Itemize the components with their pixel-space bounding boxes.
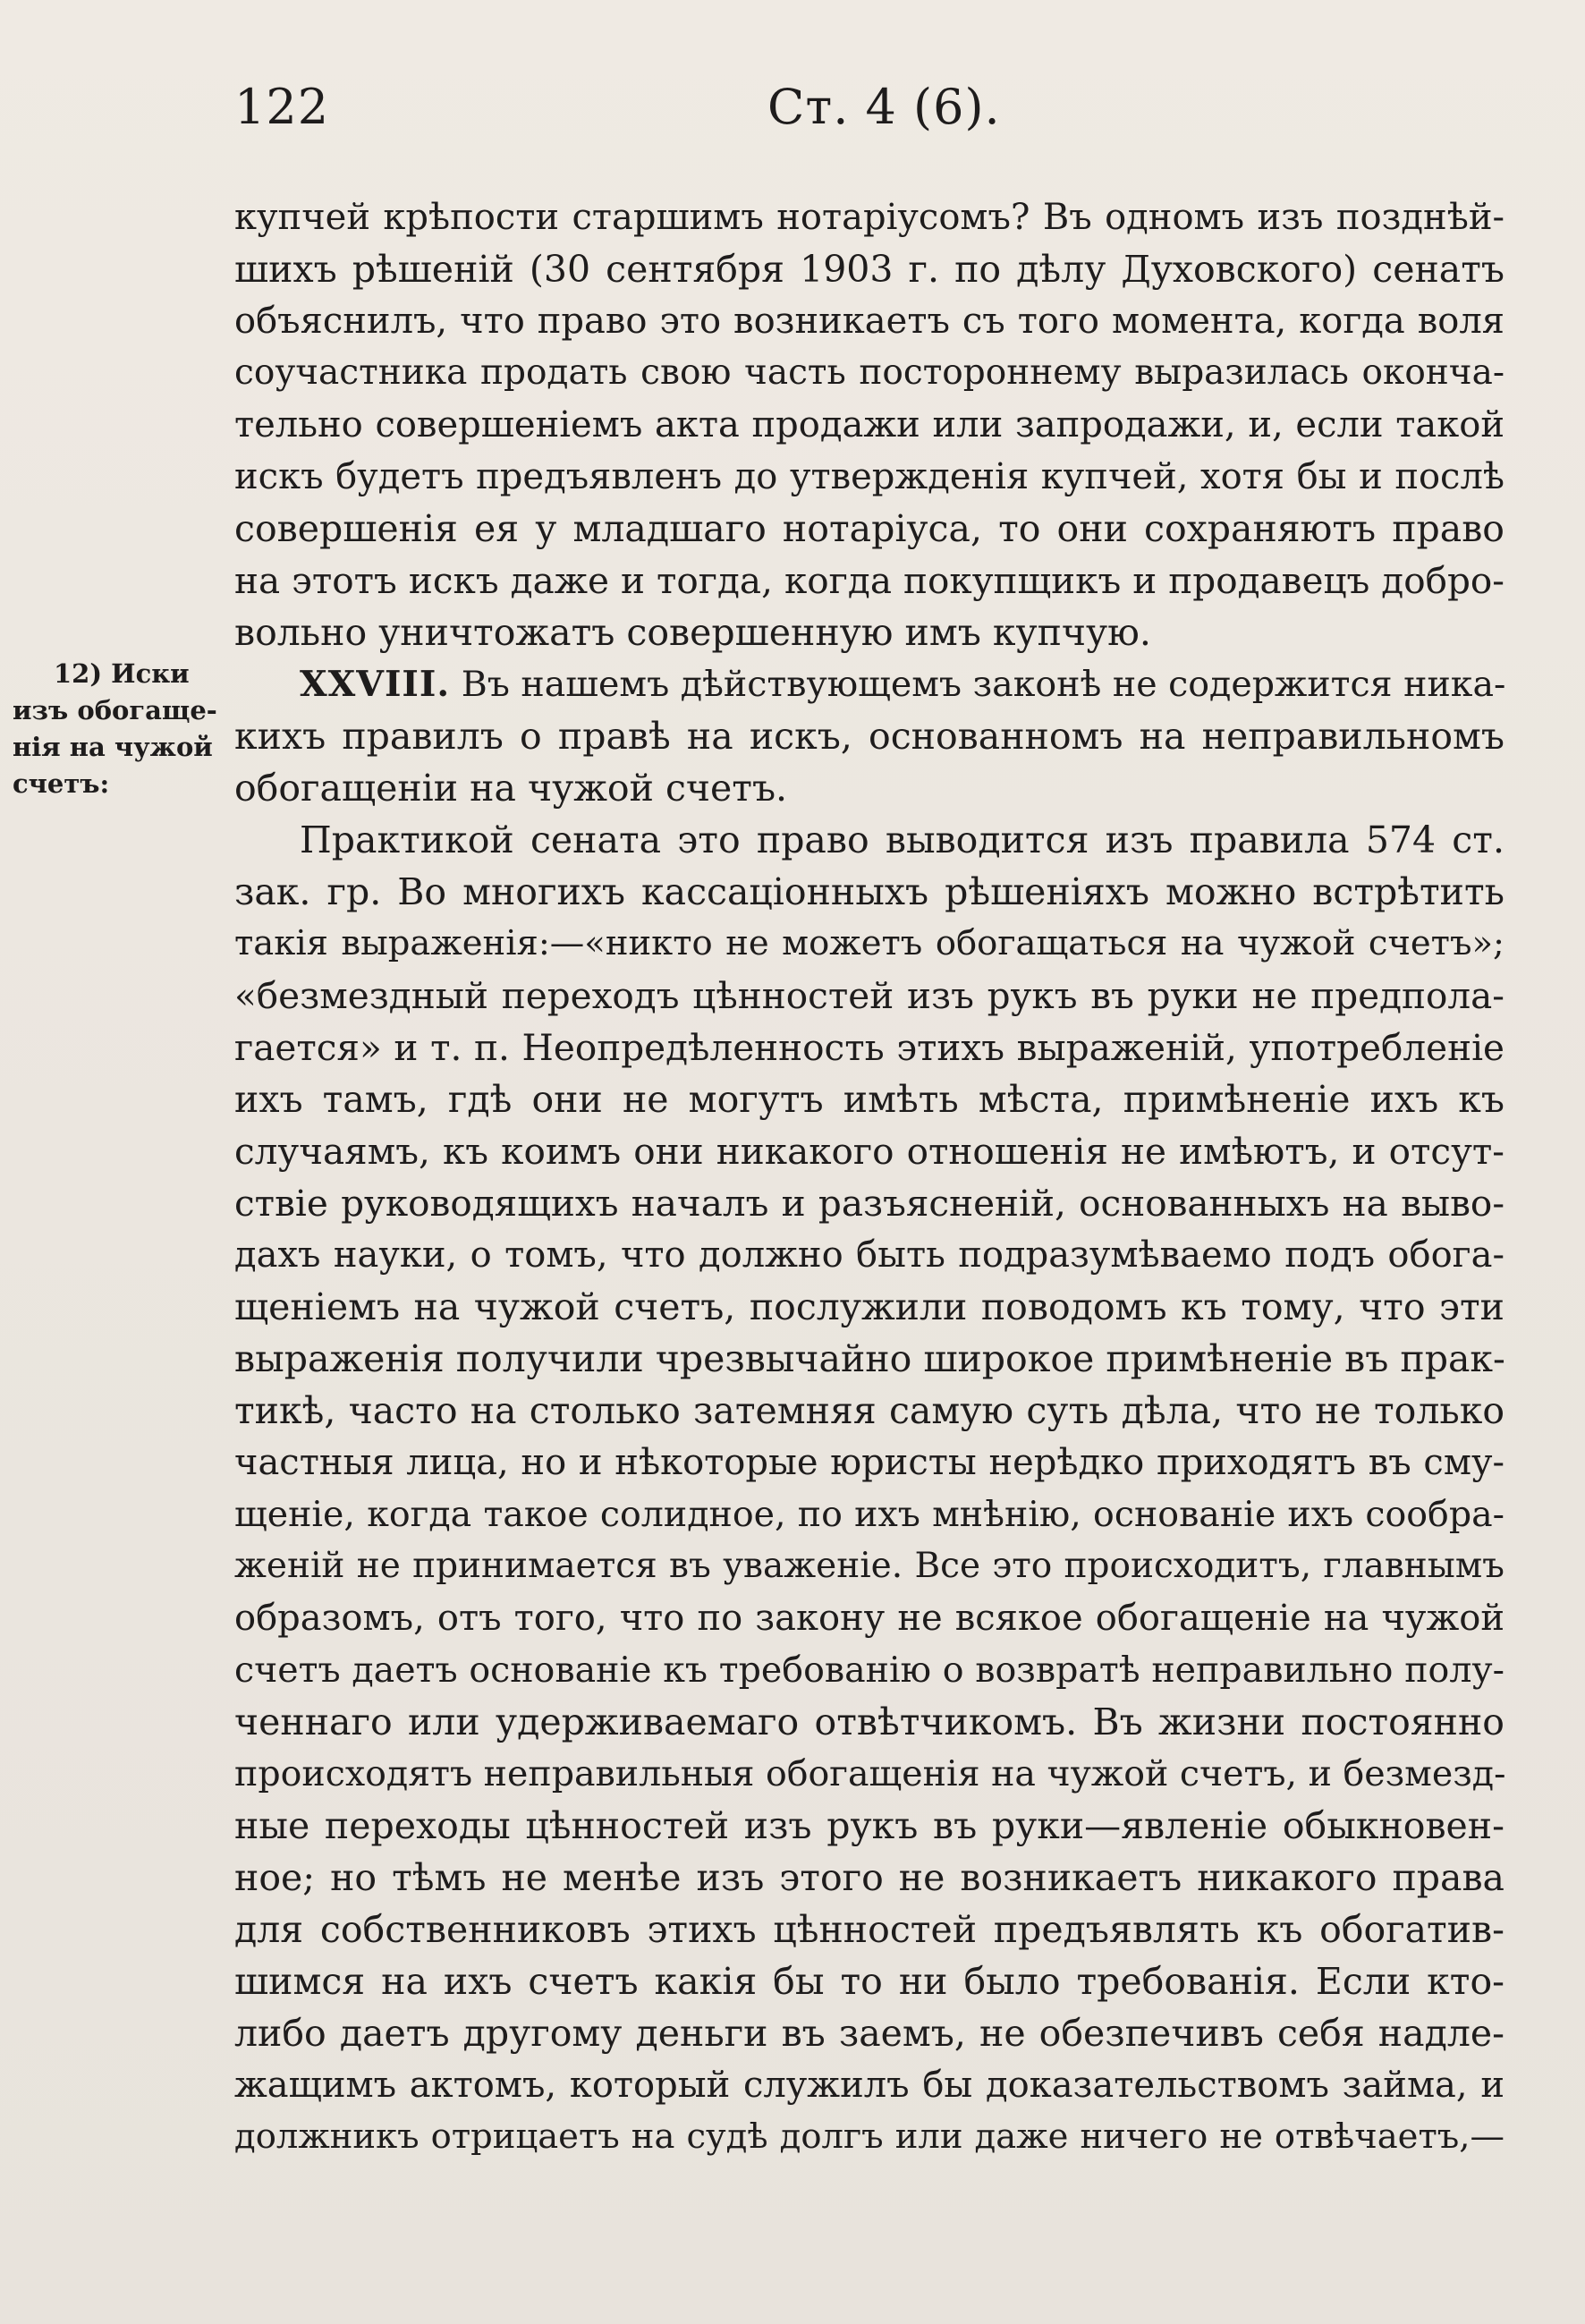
text-line: должникъ отрицаетъ на судѣ долгъ или даже ничего не отвѣчаетъ,— — [234, 2116, 1504, 2157]
text-line: для собственниковъ этихъ цѣнностей предъявлять къ обогатив- — [234, 1908, 1504, 1951]
text-line: зак. гр. Во многихъ кассаціонныхъ рѣшеніяхъ можно встрѣтить — [234, 870, 1504, 913]
text-line: счетъ даетъ основаніе къ требованію о возвратѣ неправильно полу- — [234, 1650, 1504, 1691]
text-line: женій не принимается въ уваженіе. Все это происходитъ, главнымъ — [234, 1546, 1504, 1586]
text-line: гается» и т. п. Неопредѣленность этихъ выраженій, употребленіе — [234, 1026, 1504, 1069]
text-line: кихъ правилъ о правѣ на искъ, основанномъ на неправильномъ — [234, 715, 1504, 758]
margin-note-line: 12) Иски — [54, 658, 190, 689]
text-line: ихъ тамъ, гдѣ они не могутъ имѣть мѣста, примѣненіе ихъ къ — [234, 1078, 1504, 1121]
text-line: образомъ, отъ того, что по закону не всякое обогащеніе на чужой — [234, 1598, 1504, 1639]
text-line: щеніе, когда такое солидное, по ихъ мнѣнію, основаніе ихъ сообра- — [234, 1494, 1504, 1535]
section-number: XXVIII. — [300, 664, 451, 705]
text-line: «безмездный переходъ цѣнностей изъ рукъ въ руки не предпола- — [234, 974, 1504, 1017]
text-line: такія выраженія:—«никто не можетъ обогащаться на чужой счетъ»; — [234, 923, 1504, 963]
text-line: вольно уничтожатъ совершенную имъ купчую. — [234, 611, 1151, 654]
text-line: ствіе руководящихъ началъ и разъясненій, основанныхъ на выво- — [234, 1182, 1504, 1225]
text-line: дахъ науки, о томъ, что должно быть подразумѣваемо подъ обога- — [234, 1234, 1504, 1276]
text-line: совершенія ея у младшаго нотаріуса, то они сохраняютъ право — [234, 507, 1504, 550]
text-line: купчей крѣпости старшимъ нотаріусомъ? Въ одномъ изъ позднѣй- — [234, 197, 1504, 238]
text-line: случаямъ, къ коимъ они никакого отношенія не имѣютъ, и отсут- — [234, 1130, 1504, 1173]
page-number: 122 — [234, 79, 330, 135]
text-line: частныя лица, но и нѣкоторые юристы нерѣдко приходятъ въ сму- — [234, 1442, 1504, 1483]
text-line: происходятъ неправильныя обогащенія на чужой счетъ, и безмезд- — [234, 1753, 1506, 1794]
text-line: Въ нашемъ дѣйствующемъ законѣ не содержится ника- — [461, 664, 1506, 705]
text-line: объяснилъ, что право это возникаетъ съ того момента, когда воля — [234, 301, 1504, 342]
margin-note-line: нія на чужой — [13, 732, 213, 762]
text-line: обогащеніи на чужой счетъ. — [234, 767, 788, 810]
text-line: выраженія получили чрезвычайно широкое примѣненіе въ прак- — [234, 1337, 1505, 1380]
text-line: ченнаго или удерживаемаго отвѣтчикомъ. Въ жизни постоянно — [234, 1701, 1504, 1743]
margin-note-line: счетъ: — [13, 768, 110, 799]
text-line: соучастника продать свою часть постороннему выразилась оконча- — [234, 352, 1504, 393]
running-head: Ст. 4 (6). — [767, 79, 1001, 135]
text-line: ное; но тѣмъ не менѣе изъ этого не возникаетъ никакого права — [234, 1856, 1504, 1899]
text-line: шихъ рѣшеній (30 сентября 1903 г. по дѣлу Духовского) сенатъ — [234, 248, 1504, 291]
text-line: искъ будетъ предъявленъ до утвержденія купчей, хотя бы и послѣ — [234, 456, 1504, 497]
text-line: на этотъ искъ даже и тогда, когда покупщикъ и продавецъ добро- — [234, 559, 1504, 602]
text-line: тельно совершеніемъ акта продажи или запродажи, и, если такой — [234, 404, 1504, 445]
text-line: шимся на ихъ счетъ какія бы то ни было требованія. Если кто- — [234, 1960, 1504, 2003]
section-first-line — [300, 659, 1504, 709]
text-line: щеніемъ на чужой счетъ, послужили поводомъ къ тому, что эти — [234, 1285, 1504, 1328]
margin-note-line: изъ обогаще- — [13, 695, 217, 725]
margin-note — [13, 656, 227, 802]
text-line: жащимъ актомъ, который служилъ бы доказательствомъ займа, и — [234, 2065, 1504, 2106]
text-line: ные переходы цѣнностей изъ рукъ въ руки—явленіе обыкновен- — [234, 1804, 1504, 1847]
text-line: тикѣ, часто на столько затемняя самую суть дѣла, что не только — [234, 1389, 1504, 1432]
text-line: Практикой сената это право выводится изъ правила 574 ст. — [300, 818, 1504, 861]
text-line: либо даетъ другому деньги въ заемъ, не обезпечивъ себя надле- — [234, 2012, 1504, 2055]
